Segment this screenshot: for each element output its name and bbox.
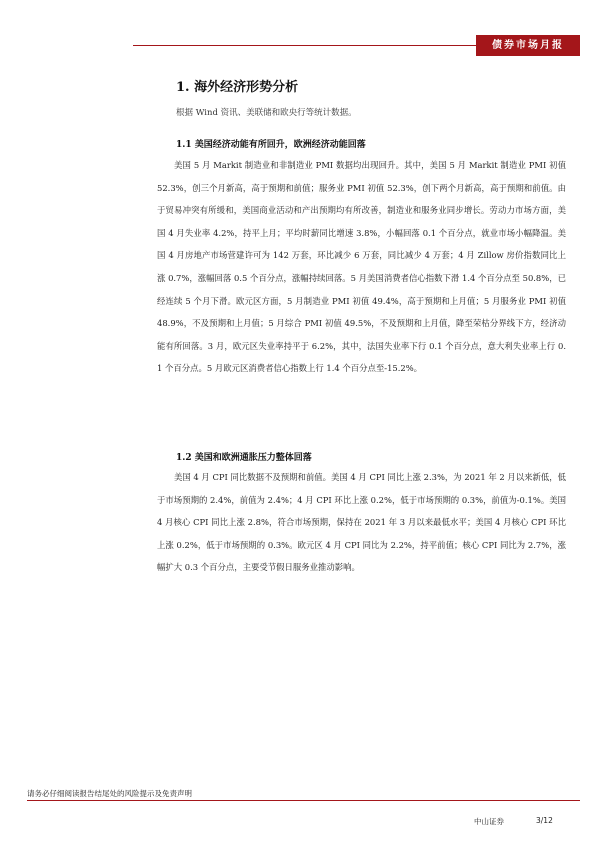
paragraph-inflation: 美国 4 月 CPI 同比数据不及预期和前值。美国 4 月 CPI 同比上涨 2.3%，为 2021 年 2 月以来新低，低于市场预期的 2.4%，前值为 2.4%；4 月 CPI 环比上涨 0.2%，低于市场预期的 0.3%，前值为-0.1%。美国 4 月核心 CPI 同比上涨 2.8%，符合市场预期，保持在 2021 年 3 月以来最低水平；美国 4 月核心 CPI 环比上涨 0.2%，低于市场预期的 0.3%。欧元区 4 月 CPI 同比为 2.2%，持平前值；核心 CPI 同比为 2.7%，涨幅扩大 0.3 个百分点，主要受节假日服务业推动影响。 [157,472,566,573]
subsection-title-inflation: 1.2 美国和欧洲通胀压力整体回落 [176,453,312,463]
header-rule [133,45,476,46]
report-type-badge: 债券市场月报 [476,35,580,56]
source-note: 根据 Wind 资讯、美联储和欧央行等统计数据。 [176,108,357,118]
section-title: 1. 海外经济形势分析 [176,80,299,95]
page-number: 3/12 [536,816,553,825]
footer-company: 中山证券 [474,817,504,826]
subsection-title-us-eu-momentum: 1.1 美国经济动能有所回升，欧洲经济动能回落 [176,140,366,150]
paragraph-us-eu-momentum: 美国 5 月 Markit 制造业和非制造业 PMI 数据均出现回升。其中，美国 5 月 Markit 制造业 PMI 初值 52.3%，创三个月新高，高于预期和前值；服务业 PMI 初值 52.3%，创下两个月新高，高于预期和前值。由于贸易冲突有所缓和，美国商业活动和产出预期均有所改善，制造业和服务业同步增长。劳动力市场方面，美国 4 月失业率 4.2%，持平上月；平均时薪同比增速 3.8%，小幅回落 0.1 个百分点，就业市场小幅降温。美国 4 月房地产市场营建许可为 142 万套，环比减少 6 万套，同比减少 4 万套；4 月 Zillow 房价指数同比上涨 0.7%，涨幅回落 0.5 个百分点，涨幅持续回落。5 月美国消费者信心指数下滑 1.4 个百分点至 50.8%，已经连续 5 个月下滑。欧元区方面，5 月制造业 PMI 初值 49.4%，高于预期和上月值；5 月服务业 PMI 初值 48.9%，不及预期和上月值；5 月综合 PMI 初值 49.5%，不及预期和上月值，降至荣枯分界线下方，经济动能有所回落。3 月，欧元区失业率持平于 6.2%，其中，法国失业率下行 0.1 个百分点，意大利失业率上行 0.1 个百分点。5 月欧元区消费者信心指数上行 1.4 个百分点至-15.2%。 [157,160,566,374]
footer-rule [27,800,580,801]
risk-disclaimer: 请务必仔细阅读报告结尾处的风险提示及免责声明 [27,788,196,799]
